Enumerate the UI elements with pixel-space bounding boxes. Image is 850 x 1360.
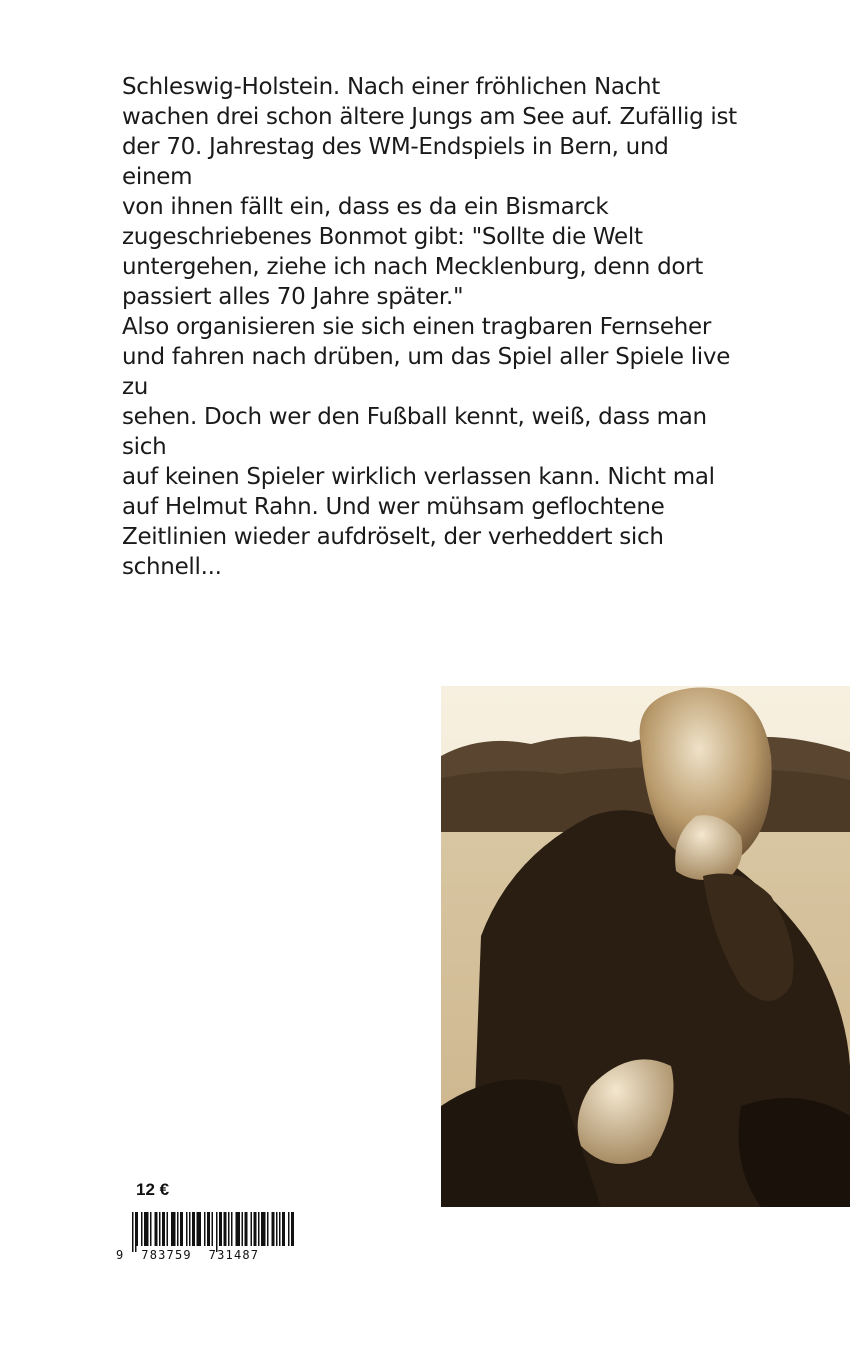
barcode-bar: [141, 1212, 143, 1246]
barcode-bar: [209, 1212, 211, 1246]
barcode-bar: [267, 1212, 269, 1246]
barcode-bar: [180, 1212, 182, 1246]
price-label: 12 €: [136, 1180, 170, 1199]
barcode-bar: [219, 1212, 221, 1246]
barcode-bar: [200, 1212, 202, 1246]
barcode-bar: [258, 1212, 260, 1246]
barcode-bar: [137, 1212, 139, 1246]
isbn-digits: 9 783759 731487: [116, 1248, 260, 1262]
barcode-bar: [293, 1212, 295, 1246]
barcode-bar: [228, 1212, 230, 1246]
barcode-bar: [261, 1212, 263, 1246]
barcode-bar: [237, 1212, 239, 1246]
barcode-bar: [174, 1212, 176, 1246]
isbn-barcode: [116, 1212, 296, 1262]
barcode-bar: [192, 1212, 194, 1246]
barcode-bar: [263, 1212, 265, 1246]
barcode-bar: [273, 1212, 275, 1246]
barcode-bar: [194, 1212, 196, 1246]
barcode-bar: [156, 1212, 158, 1246]
barcode-bar: [246, 1212, 248, 1246]
barcode-bar: [177, 1212, 179, 1246]
barcode-bar: [279, 1212, 281, 1246]
barcode-bar: [236, 1212, 238, 1246]
barcode-bar: [224, 1212, 226, 1246]
barcode-bar: [198, 1212, 200, 1246]
barcode-bar: [242, 1212, 244, 1246]
back-cover-blurb: [122, 72, 742, 582]
barcode-bar: [155, 1212, 157, 1246]
barcode-bar: [182, 1212, 184, 1246]
barcode-bar: [197, 1212, 199, 1246]
barcode-bar: [251, 1212, 253, 1246]
barcode-bar: [255, 1212, 257, 1246]
barcode-bar: [132, 1212, 134, 1252]
barcode-bar: [186, 1212, 188, 1246]
barcode-bar: [216, 1212, 218, 1252]
author-photo: [441, 686, 850, 1207]
barcode-bar: [276, 1212, 278, 1246]
barcode-bar: [291, 1212, 293, 1246]
barcode-bar: [146, 1212, 148, 1246]
barcode-bar: [173, 1212, 175, 1246]
barcode-bar: [204, 1212, 206, 1246]
barcode-bar: [288, 1212, 290, 1246]
barcode-bar: [272, 1212, 274, 1246]
barcode-bar: [150, 1212, 152, 1246]
barcode-bar: [207, 1212, 209, 1246]
barcode-bar: [231, 1212, 233, 1246]
barcode-bar: [162, 1212, 164, 1246]
barcode-bar: [245, 1212, 247, 1246]
barcode-bar: [221, 1212, 223, 1246]
barcode-bar: [159, 1212, 161, 1246]
barcode-bar: [167, 1212, 169, 1246]
barcode-bar: [144, 1212, 146, 1246]
barcode-bar: [239, 1212, 241, 1246]
blurb-paragraph-2: Also organisieren sie sich einen tragbaren Fernseher und fahren nach drüben, um das Spiel aller Spiele live zu sehen. Doch wer den Fußball kennt, weiß, dass man sich auf keinen Spieler wirklich verlassen kann. Nicht mal auf Helmut Rahn. Und wer mühsam geflochtene Zeitlinien wieder aufdröselt, der verheddert sich schnell...: [122, 314, 731, 580]
barcode-bar: [284, 1212, 286, 1246]
barcode-bar: [147, 1212, 149, 1246]
barcode-bar: [212, 1212, 214, 1246]
barcode-bar: [282, 1212, 284, 1246]
barcode-bar: [189, 1212, 191, 1246]
barcode-bar: [254, 1212, 256, 1246]
blurb-paragraph-1: Schleswig-Holstein. Nach einer fröhlichen Nacht wachen drei schon ältere Jungs am See auf. Zufällig ist der 70. Jahrestag des WM-Endspiels in Bern, und einem von ihnen fällt ein, dass es da ein Bismarck zugeschriebenes Bonmot gibt: "Sollte die Welt untergehen, ziehe ich nach Mecklenburg, denn dort passiert alles 70 Jahre später.": [122, 74, 737, 310]
barcode-bar: [171, 1212, 173, 1246]
barcode-bar: [164, 1212, 166, 1246]
barcode-bars: [132, 1212, 294, 1252]
barcode-bar: [225, 1212, 227, 1246]
barcode-bar: [135, 1212, 137, 1252]
barcode-bar: [264, 1212, 266, 1246]
